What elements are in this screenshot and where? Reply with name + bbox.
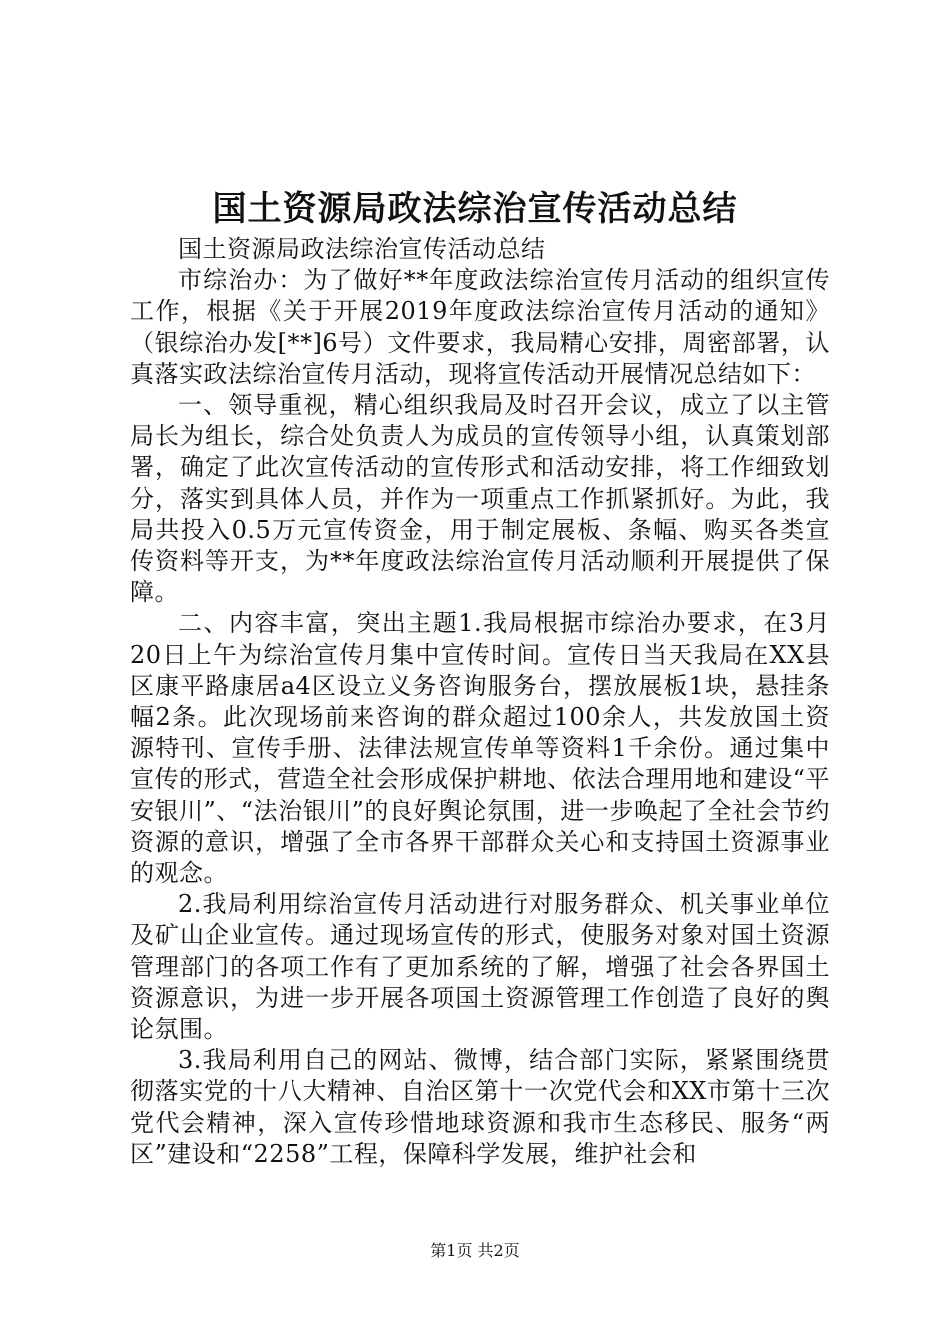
paragraph-item-3: 3.我局利用自己的网站、微博，结合部门实际，紧紧围绕贯彻落实党的十八大精神、自治区第十一次党代会和XX市第十三次党代会精神，深入宣传珍惜地球资源和我市生态移民、服务“两区”建设和“2258”工程，保障科学发展，维护社会和 [130, 1046, 830, 1168]
document-body [130, 234, 830, 1170]
document-title: 国土资源局政法综治宣传活动总结 [212, 189, 738, 229]
paragraph-section-1: 一、领导重视，精心组织我局及时召开会议，成立了以主管局长为组长，综合处负责人为成员的宣传领导小组，认真策划部署，确定了此次宣传活动的宣传形式和活动安排，将工作细致划分，落实到具体人员，并作为一项重点工作抓紧抓好。为此，我局共投入0.5万元宣传资金，用于制定展板、条幅、购买各类宣传资料等开支，为**年度政法综治宣传月活动顺利开展提供了保障。 [130, 391, 830, 607]
paragraph-subtitle: 国土资源局政法综治宣传活动总结 [178, 235, 546, 263]
paragraph-section-2: 二、内容丰富，突出主题1.我局根据市综治办要求，在3月20日上午为综治宣传月集中宣传时间。宣传日当天我局在XX县区康平路康居a4区设立义务咨询服务台，摆放展板1块，悬挂条幅2条。此次现场前来咨询的群众超过100余人，共发放国土资源特刊、宣传手册、法律法规宣传单等资料1千余份。通过集中宣传的形式，营造全社会形成保护耕地、依法合理用地和建设“平安银川”、“法治银川”的良好舆论氛围，进一步唤起了全社会节约资源的意识，增强了全市各界干部群众关心和支持国土资源事业的观念。 [130, 609, 830, 888]
paragraph-item-2: 2.我局利用综治宣传月活动进行对服务群众、机关事业单位及矿山企业宣传。通过现场宣传的形式，使服务对象对国土资源管理部门的各项工作有了更加系统的了解，增强了社会各界国土资源意识，为进一步开展各项国土资源管理工作创造了良好的舆论氛围。 [130, 890, 830, 1044]
page-number-footer: 第1页 共2页 [430, 1241, 520, 1260]
paragraph-intro: 市综治办：为了做好**年度政法综治宣传月活动的组织宣传工作，根据《关于开展2019年度政法综治宣传月活动的通知》（银综治办发[**]6号）文件要求，我局精心安排，周密部署，认真落实政法综治宣传月活动，现将宣传活动开展情况总结如下： [130, 266, 830, 388]
